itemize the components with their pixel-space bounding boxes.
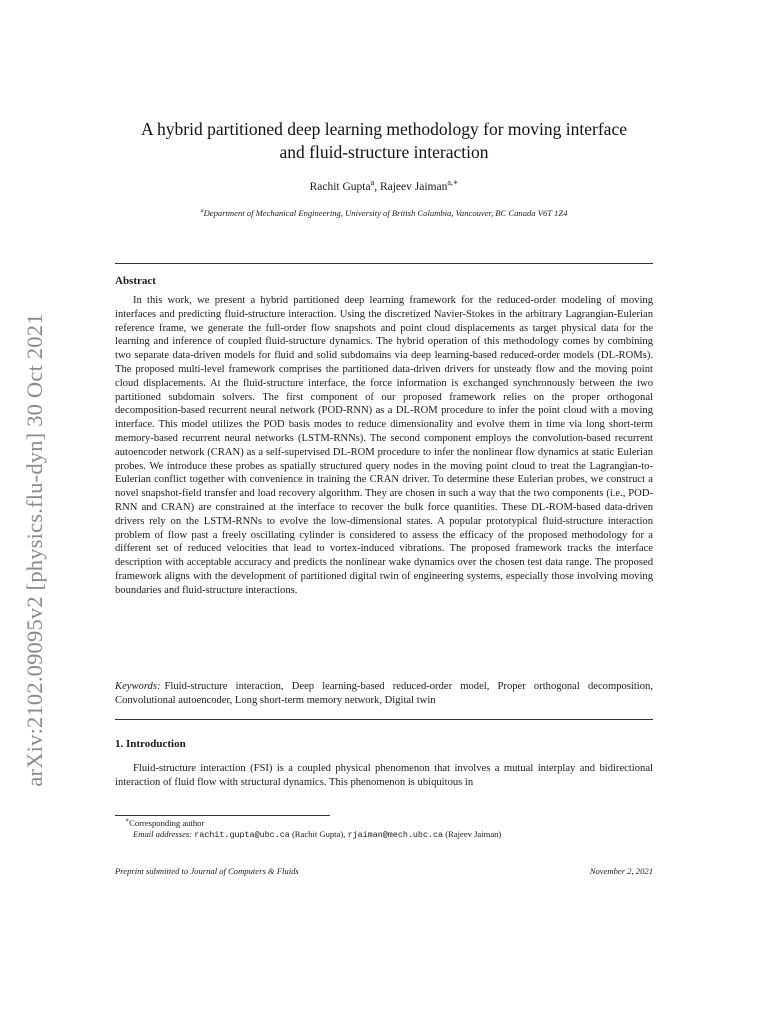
abstract-heading: Abstract <box>115 275 156 287</box>
author-affiliation-mark: a <box>370 178 375 188</box>
email-owner: (Rachit Gupta), <box>291 829 346 839</box>
section-heading-introduction: 1. Introduction <box>115 738 186 750</box>
email-link[interactable]: rachit.gupta@ubc.ca <box>194 830 290 840</box>
abstract-body: In this work, we present a hybrid partitioned deep learning framework for the reduced-order modeling of moving interfaces and predicting fluid-structure interaction. Using the discretized Navier-Stokes in the arbitrary Lagrangian-Eulerian reference frame, we generate the full-order flow snapshots and point cloud displacements as target physical data for the learning and inference of coupled fluid-structure dynamics. The hybrid operation of this methodology comes by combining two separate data-driven models for fluid and solid subdomains via deep learning-based reduced-order models (DL-ROMs). The proposed multi-level framework comprises the partitioned data-driven drivers for unsteady flow and the moving point cloud displacements. At the fluid-structure interface, the force information is exchanged synchronously between the two partitioned subdomain solvers. The first component of our proposed framework relies on the proper orthogonal decomposition-based recurrent neural network (POD-RNN) as a DL-ROM procedure to infer the point cloud with a moving interface. This model utilizes the POD basis modes to reduce dimensionality and evolve them in time via long short-term memory-based recurrent neural networks (LSTM-RNNs). The second component employs the convolution-based recurrent autoencoder network (CRAN) as a self-supervised DL-ROM procedure to infer the nonlinear flow dynamics at static Eulerian probes. We introduce these probes as spatially structured query nodes in the moving point cloud to treat the Lagrangian-to-Eulerian conflict together with convenience in training the CRAN driver. To determine these Eulerian probes, we construct a novel snapshot-field transfer and load recovery algorithm. They are chosen in such a way that the two components (i.e., POD-RNN and CRAN) are constrained at the interface to recover the bulk force quantities. These DL-ROM-based data-driven drivers rely on the LSTM-RNNs to evolve the low-dimensional states. A popular prototypical fluid-structure interaction problem of flow past a freely oscillating cylinder is considered to assess the efficacy of the proposed methodology for a different set of reduced velocities that lead to vortex-induced vibrations. The proposed framework tracks the interface description with acceptable accuracy and predicts the nonlinear wake dynamics over the chosen test data range. The proposed framework aligns with the development of partitioned digital twin of engineering systems, especially those involving moving boundaries and fluid-structure interactions. <box>115 295 653 596</box>
author-separator: , <box>374 181 380 193</box>
author-name: Rachit Gupta <box>309 181 371 193</box>
arxiv-identifier: arXiv:2102.09095v2 [physics.flu-dyn] 30 Oct 2021 <box>22 313 47 787</box>
footnote-mark: ∗ <box>125 818 130 825</box>
footnote-rule <box>115 815 330 816</box>
arxiv-sidebar-stamp <box>20 290 50 810</box>
introduction-body: Fluid-structure interaction (FSI) is a coupled physical phenomenon that involves a mutual interplay and bidirectional interaction of fluid flow with structural dynamics. This phenomenon is ubiquitous in <box>115 763 653 789</box>
email-label: Email addresses: <box>133 829 193 839</box>
author-name: Rajeev Jaiman <box>379 181 448 193</box>
affiliation-mark: a <box>200 208 204 215</box>
author-list <box>115 180 653 194</box>
title-line-2: and fluid-structure interaction <box>279 142 489 162</box>
footer-date: November 2, 2021 <box>589 866 653 876</box>
affiliation-text: Department of Mechanical Engineering, University of British Columbia, Vancouver, BC Canada V6T 1Z4 <box>203 208 568 218</box>
abstract-top-rule <box>115 263 653 264</box>
footnote-corresponding <box>115 818 663 829</box>
paper-title <box>115 118 653 164</box>
keywords-text: Fluid-structure interaction, Deep learning-based reduced-order model, Proper orthogonal decomposition, Convolutional autoencoder, Long short-term memory network, Digital twin <box>115 681 653 706</box>
title-line-1: A hybrid partitioned deep learning methodology for moving interface <box>141 119 627 139</box>
footnote-corresponding-text: Corresponding author <box>129 818 205 828</box>
keywords <box>115 680 653 708</box>
affiliation <box>115 207 653 219</box>
footnote-emails <box>115 829 671 841</box>
email-owner: (Rajeev Jaiman) <box>445 829 502 839</box>
abstract-bottom-rule <box>115 719 653 720</box>
preprint-note: Preprint submitted to Journal of Computers & Fluids <box>115 866 299 876</box>
keywords-label: Keywords: <box>115 681 161 692</box>
author-affiliation-mark: a,∗ <box>447 178 459 188</box>
email-link[interactable]: rjaiman@mech.ubc.ca <box>347 830 444 840</box>
page-footer <box>115 866 653 876</box>
